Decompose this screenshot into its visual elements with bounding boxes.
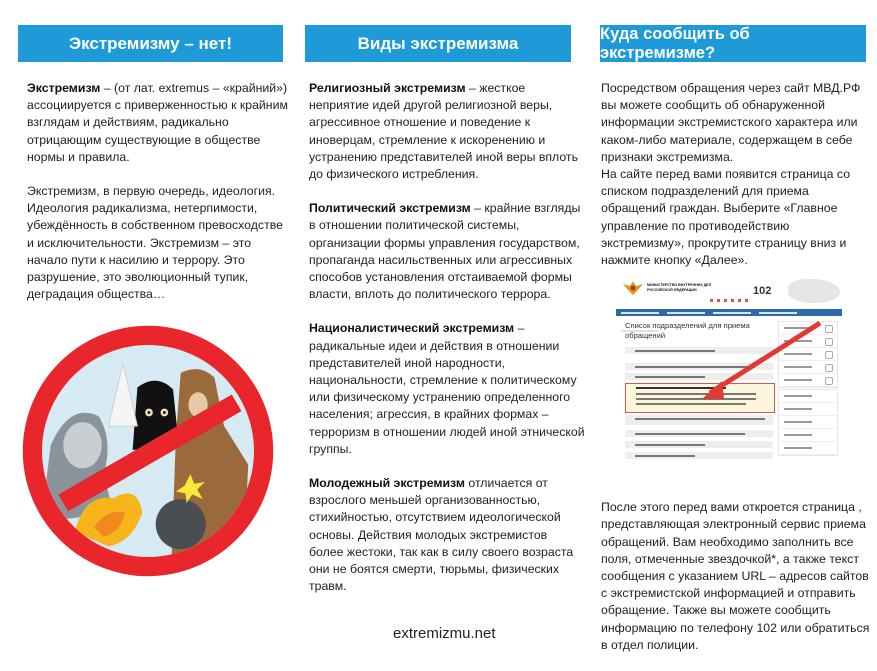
paragraph-instructions: Посредством обращения через сайт МВД.РФ вы можете сообщить об обнаруженной информации экстремистского характера или каком-либо материале, содержащем в себе признаки экстремизма. На сайте перед вами появится страница со списком подразделений для приема обращений граждан. Выберите «Главное управление по противодействию экстремизму», прокрутите страницу вниз и нажмите кнопку «Далее». <box>601 81 861 268</box>
header-about: Экстремизму – нет! <box>18 25 283 62</box>
text-youth: отличается от взрослого меньшей организованностью, стихийностью, отсутствием идеологической основы. Действия молодых экстремистов более жестоки, так как в силу своего возраста они не боятся смерти, тюрьмы, физических травм. <box>309 476 574 594</box>
header-types: Виды экстремизма <box>305 25 571 62</box>
ministry-name: МИНИСТЕРСТВО ВНУТРЕННИХ ДЕЛ РОССИЙСКОЙ ФЕДЕРАЦИИ <box>647 283 712 292</box>
column-report <box>590 0 877 671</box>
red-arrow-icon <box>610 275 848 489</box>
mvd-website-screenshot <box>610 275 848 489</box>
phone-number: 102 <box>753 285 772 298</box>
bomb <box>156 500 206 550</box>
screenshot-title: Список подразделений для приема обращений <box>625 321 750 341</box>
term: Экстремизм <box>27 81 101 95</box>
definition-text: – (от лат. extremus – «крайний») ассоциируется с приверженностью к крайним взглядам и действиям, радикально отрицающим существующие в обществе нормы и правила. <box>27 81 288 164</box>
text-religious: – жесткое неприятие идей другой религиозной веры, агрессивное отношение и поведение к иноверцам, стремление к искоренению и устранению представителей иной веры вплоть до физического истребления. <box>309 81 578 182</box>
text-nationalist: – радикальные идеи и действия в отношении представителей иной народности, национальности, стремление к политическому или физическому устранению определенного населения; агрессия, в крайних формах – терроризм в отношении людей иной этнической группы. <box>309 321 585 456</box>
term-nationalist: Националистический экстремизм <box>309 321 515 336</box>
website-link[interactable]: extremizmu.net <box>393 625 496 643</box>
column-types <box>295 0 590 642</box>
column-about <box>0 0 295 582</box>
paragraph-ideology: Экстремизм, в первую очередь, идеология. Идеология радикализма, нетерпимости, убеждённость в собственном превосходстве и исключительности. Экстремизм – это начало пути к насилию и террору. Это разрушение, это эволюционный тупик, деградация общества… <box>27 184 283 302</box>
paragraph-religious <box>309 80 585 183</box>
term-youth: Молодежный экстремизм <box>309 476 465 491</box>
text-political: – крайние взгляды в отношении политической системы, организации формы управления государством, пропаганда насильственных или агрессивных способов установления отстаиваемой формы власти, вплоть до политического террора. <box>309 201 581 302</box>
no-extremism-illustration <box>17 320 279 582</box>
term-political: Политический экстремизм <box>309 201 471 216</box>
paragraph-nationalist <box>309 320 585 458</box>
header-report: Куда сообщить об экстремизме? <box>600 25 866 62</box>
paragraph-submit: После этого перед вами откроется страница , представляющая электронный сервис приема обращений. Вам необходимо заполнить все поля, отмеченные звездочкой*, а также текст сообщения с указанием URL – адресов сайтов с экстремистской информацией и отправить обращение. Также вы можете сообщить информацию по телефону 102 или обратиться в отдел полиции. <box>601 500 870 652</box>
paragraph-youth <box>309 475 585 595</box>
term-religious: Религиозный экстремизм <box>309 81 466 95</box>
paragraph-definition <box>27 80 289 166</box>
paragraph-political <box>309 200 585 303</box>
